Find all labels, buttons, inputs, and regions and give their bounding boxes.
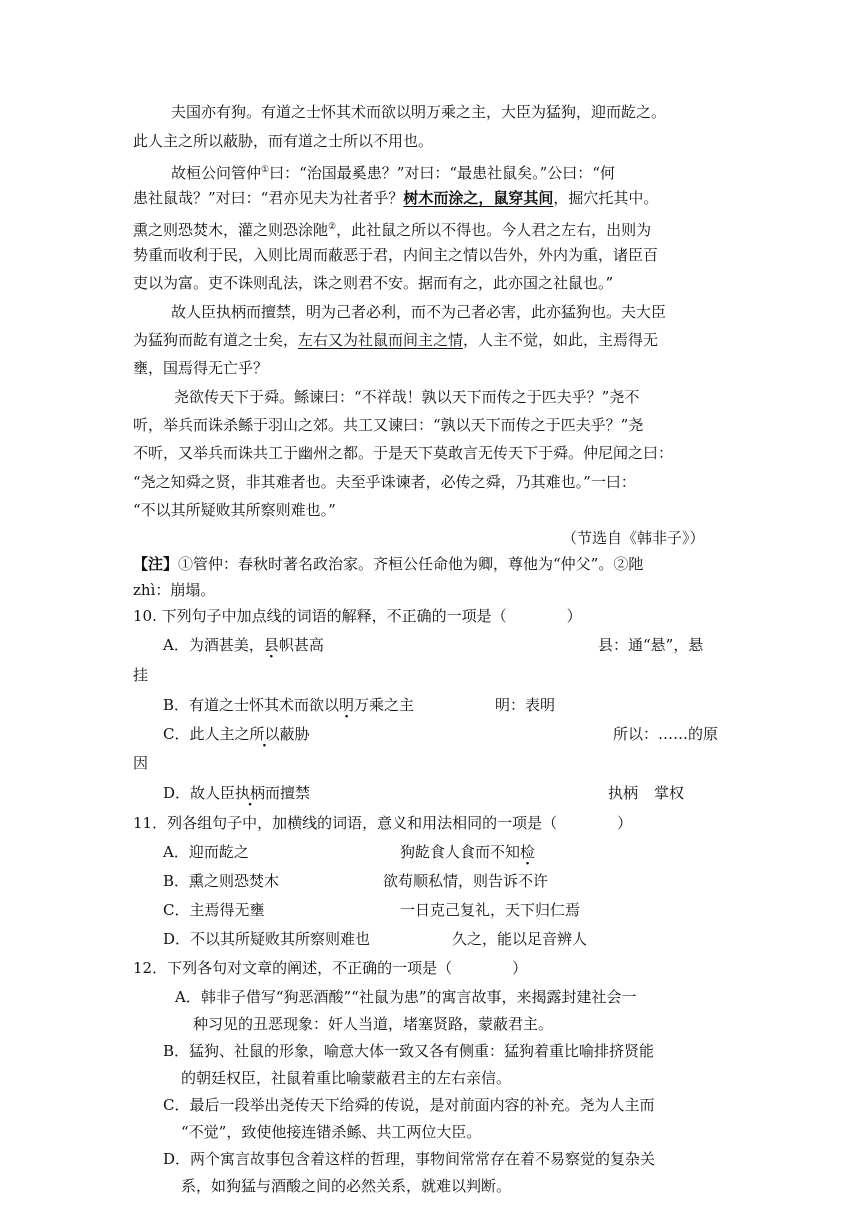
notes: zhì：崩塌。 — [133, 581, 216, 599]
question-10-option-a-explanation: 县：通“悬”，悬 — [598, 636, 704, 654]
question-10-option-c-explanation: 所以：……的原 — [613, 725, 719, 743]
question-11-option-a-right: 狗龁食人食而不知检 — [400, 843, 536, 861]
passage-line: “不以其所疑败其所察则难也。” — [133, 501, 336, 519]
question-10-option-d-explanation: 执柄 掌权 — [608, 784, 685, 802]
passage-line: 不听，又举兵而诛共工于幽州之都。于是天下莫敢言无传天下于舜。仲尼闻之曰： — [133, 444, 674, 462]
question-11-stem: 11．列各组句子中，加横线的词语，意义和用法相同的一项是（ ） — [133, 814, 633, 832]
passage-line: 故桓公问管仲①曰：“治国最奚患？”对曰：“最患社鼠矣。”公曰：“何 — [171, 164, 615, 182]
question-11-option-d: D．不以其所疑败其所察则难也 — [163, 930, 371, 948]
source-citation: （节选自《韩非子》） — [562, 529, 705, 547]
question-12-option-d: D．两个寓言故事包含着这样的哲理，事物间常常存在着不易察觉的复杂关 — [163, 1150, 656, 1168]
passage-line: 故人臣执柄而擅禁，明为己者必利，而不为己者必害，此亦猛狗也。夫大臣 — [171, 303, 667, 321]
question-12-option-a-cont: 种习见的丑恶现象：奸人当道，堵塞贤路，蒙蔽君主。 — [193, 1015, 554, 1033]
question-10-stem: 10. 下列句子中加点线的词语的解释，不正确的一项是（ ） — [133, 607, 582, 625]
question-10-option-b-explanation: 明：表明 — [495, 696, 556, 714]
question-12-option-a: A．韩非子借写“狗恶酒酸”“社鼠为患”的寓言故事，来揭露封建社会一 — [175, 988, 637, 1006]
question-11-option-c-right: 一日克己复礼，天下归仁焉 — [400, 901, 581, 919]
passage-line: 熏之则恐焚木，灌之则恐涂阤②，此社鼠之所以不得也。今人君之左右，出则为 — [133, 221, 652, 239]
passage-line: 尧欲传天下于舜。鲧谏曰：“不祥哉！孰以天下而传之于匹夫乎？”尧不 — [174, 388, 640, 406]
question-12-option-c: C．最后一段举出尧传天下给舜的传说，是对前面内容的补充。尧为人主而 — [163, 1096, 655, 1114]
question-10-option-c: C．此人主之所以蔽胁 — [163, 725, 310, 743]
passage-line: 势重而收利于民，入则比周而蔽恶于君，内间主之情以告外，外内为重，诸臣百 — [133, 246, 659, 264]
footnote-marker: ① — [261, 165, 270, 175]
marked-sentence: 树木而涂之，鼠穿其间 — [403, 189, 554, 207]
passage-line: 壅，国焉得无亡乎？ — [133, 359, 269, 377]
passage-line: “尧之知舜之贤，非其难者也。夫至乎诛谏者，必传之舜，乃其难也。”一曰： — [133, 473, 636, 491]
question-10-option-c-wrap: 因 — [133, 754, 149, 772]
question-11-option-a: A．迎而龁之 — [163, 843, 249, 861]
question-12-option-b-cont: 的朝廷权臣，社鼠着重比喻蒙蔽君主的左右亲信。 — [181, 1069, 512, 1087]
passage-line: 夫国亦有狗。有道之士怀其术而欲以明万乘之主，大臣为猛狗，迎而龁之。 — [171, 103, 667, 121]
question-10-option-b: B．有道之士怀其术而欲以明万乘之主 — [163, 696, 415, 714]
question-12-option-d-cont: 系，如狗猛与酒酸之间的必然关系，就难以判断。 — [181, 1177, 512, 1195]
passage-line: 吏以为富。吏不诛则乱法，诛之则君不安。据而有之，此亦国之社鼠也。” — [133, 274, 614, 292]
notes: 【注】①管仲：春秋时著名政治家。齐桓公任命他为卿，尊他为“仲父”。②阤 — [133, 555, 644, 573]
question-12-option-b: B．猛狗、社鼠的形象，喻意大体一致又各有侧重：猛狗着重比喻排挤贤能 — [163, 1042, 655, 1060]
question-11-option-b-right: 欲苟顺私情，则告诉不许 — [383, 872, 549, 890]
passage-line: 听，举兵而诛杀鲧于羽山之郊。共工又谏曰：“孰以天下而传之于匹夫乎？”尧 — [133, 416, 644, 434]
question-10-option-a: A．为酒甚美，县帜甚高 — [163, 636, 324, 654]
question-11-option-c: C．主焉得无壅 — [163, 901, 265, 919]
passage-line: 此人主之所以蔽胁，而有道之士所以不用也。 — [133, 132, 434, 150]
passage-line: 为猛狗而龁有道之士矣，左右又为社鼠而间主之情，人主不觉，如此，主焉得无 — [133, 331, 659, 349]
marked-sentence: 左右又为社鼠而间主之情 — [298, 331, 464, 349]
question-12-option-c-cont: “不觉”，致使他接连错杀鲧、共工两位大臣。 — [181, 1123, 482, 1141]
question-10-option-a-wrap: 挂 — [133, 666, 149, 684]
question-10-option-d: D．故人臣执柄而擅禁 — [163, 784, 311, 802]
footnote-marker: ② — [328, 222, 337, 232]
passage-line: 患社鼠哉？”对曰：“君亦见夫为社者乎？树木而涂之，鼠穿其间，掘穴托其中。 — [133, 189, 659, 207]
question-12-stem: 12．下列各句对文章的阐述，不正确的一项是（ ） — [133, 959, 528, 977]
question-11-option-d-right: 久之，能以足音辨人 — [452, 930, 588, 948]
question-11-option-b: B．熏之则恐焚木 — [163, 872, 280, 890]
